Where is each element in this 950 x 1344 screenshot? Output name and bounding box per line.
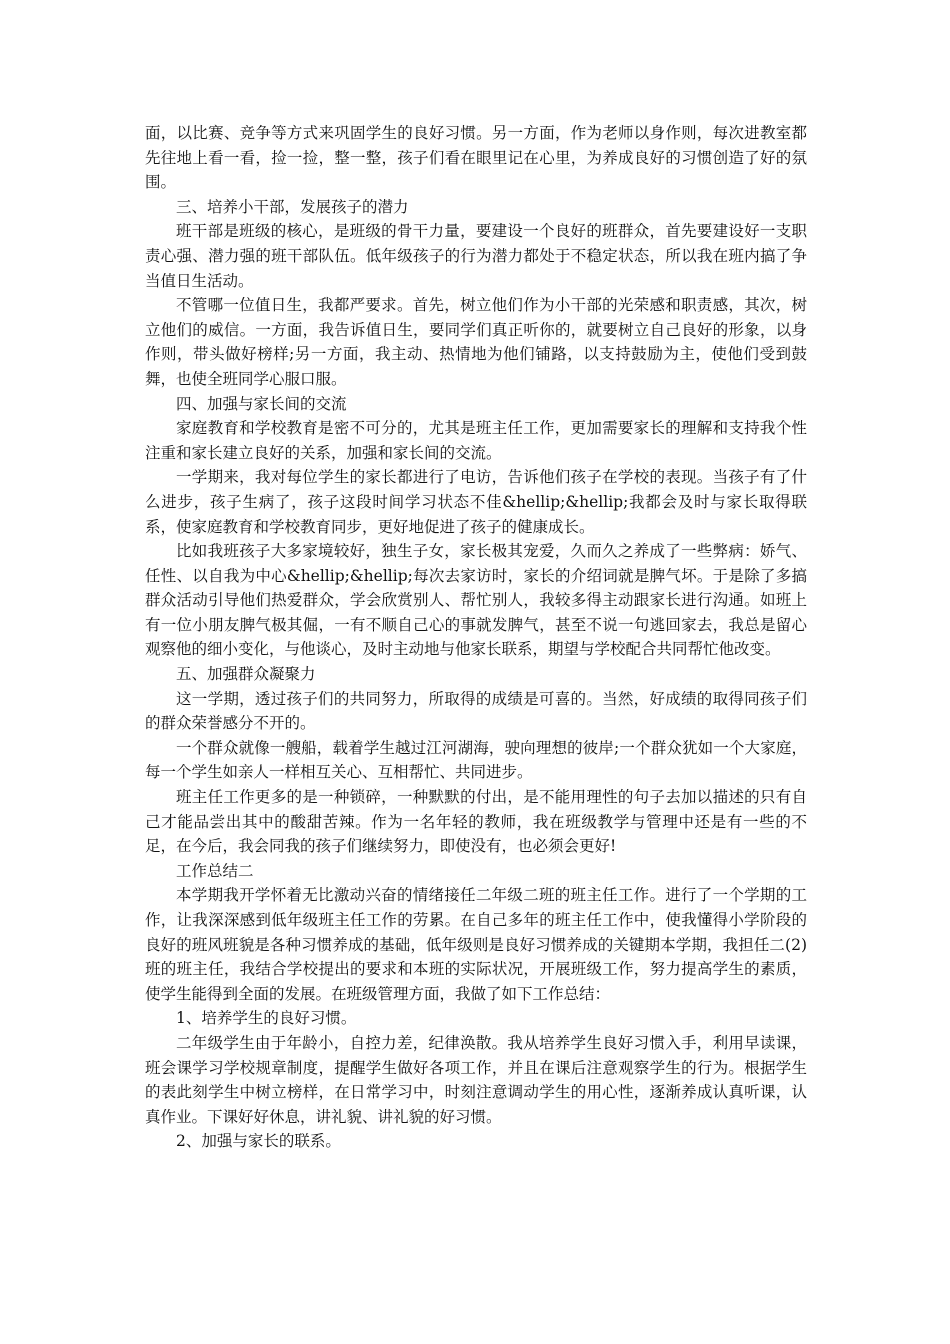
paragraph: 不管哪一位值日生，我都严要求。首先，树立他们作为小干部的光荣感和职责感，其次，树立他们的威信。一方面，我告诉值日生，要同学们真正听你的，就要树立自己良好的形象，以身作则，带头做好榜样;另一方面，我主动、热情地为他们铺路，以支持鼓励为主，使他们受到鼓舞，也使全班同学心服口服。 [145,296,807,388]
paragraph: 一学期来，我对每位学生的家长都进行了电访，告诉他们孩子在学校的表现。当孩子有了什么进步，孩子生病了，孩子这段时间学习状态不佳&hellip;&hellip;我都会及时与家长取得联系，使家庭教育和学校教育同步，更好地促进了孩子的健康成长。 [145,468,807,536]
paragraph: 班主任工作更多的是一种锁碎，一种默默的付出，是不能用理性的句子去加以描述的只有自己才能品尝出其中的酸甜苦辣。作为一名年轻的教师，我在班级教学与管理中还是有一些的不足，在今后，我会同我的孩子们继续努力，即使没有，也必须会更好! [145,788,807,856]
section-heading: 三、培养小干部，发展孩子的潜力 [176,197,409,216]
section-heading: 2、加强与家长的联系。 [176,1132,341,1151]
document-body [145,121,807,1154]
paragraph: 面，以比赛、竞争等方式来巩固学生的良好习惯。另一方面，作为老师以身作则，每次进教室都先往地上看一看，捡一捡，整一整，孩子们看在眼里记在心里，为养成良好的习惯创造了好的氛围。 [145,124,807,192]
paragraph: 一个群众就像一艘船，载着学生越过江河湖海，驶向理想的彼岸;一个群众犹如一个大家庭，每一个学生如亲人一样相互关心、互相帮忙、共同进步。 [145,738,807,782]
section-heading: 1、培养学生的良好习惯。 [176,1009,357,1028]
paragraph: 班干部是班级的核心，是班级的骨干力量，要建设一个良好的班群众，首先要建设好一支职责心强、潜力强的班干部队伍。低年级孩子的行为潜力都处于不稳定状态，所以我在班内搞了争当值日生活动。 [145,222,807,290]
paragraph: 比如我班孩子大多家境较好，独生子女，家长极其宠爱，久而久之养成了一些弊病：娇气、任性、以自我为中心&hellip;&hellip;每次去家访时，家长的介绍词就是脾气坏。于是除了多搞群众活动引导他们热爱群众，学会欣赏别人、帮忙别人，我较多得主动跟家长进行沟通。如班上有一位小朋友脾气极其倔，一有不顺自己心的事就发脾气，甚至不说一句逃回家去，我总是留心观察他的细小变化，与他谈心，及时主动地与他家长联系，期望与学校配合共同帮忙他改变。 [145,542,807,659]
section-heading: 五、加强群众凝聚力 [176,665,316,684]
section-heading: 工作总结二 [176,861,254,880]
paragraph: 这一学期，透过孩子们的共同努力，所取得的成绩是可喜的。当然，好成绩的取得同孩子们的群众荣誉感分不开的。 [145,689,807,733]
paragraph: 二年级学生由于年龄小，自控力差，纪律涣散。我从培养学生良好习惯入手，利用早读课，班会课学习学校规章制度，提醒学生做好各项工作，并且在课后注意观察学生的行为。根据学生的表此刻学生中树立榜样，在日常学习中，时刻注意调动学生的用心性，逐渐养成认真听课，认真作业。下课好好休息，讲礼貌、讲礼貌的好习惯。 [145,1033,807,1126]
paragraph: 家庭教育和学校教育是密不可分的，尤其是班主任工作，更加需要家长的理解和支持我个性注重和家长建立良好的关系，加强和家长间的交流。 [145,419,807,462]
section-heading: 四、加强与家长间的交流 [176,394,347,413]
paragraph: 本学期我开学怀着无比激动兴奋的情绪接任二年级二班的班主任工作。进行了一个学期的工作，让我深深感到低年级班主任工作的劳累。在自己多年的班主任工作中，使我懂得小学阶段的良好的班风班貌是各种习惯养成的基础，低年级则是良好习惯养成的关键期本学期，我担任二(2)班的班主任，我结合学校提出的要求和本班的实际状况，开展班级工作，努力提高学生的素质，使学生能得到全面的发展。在班级管理方面，我做了如下工作总结： [145,886,807,1003]
